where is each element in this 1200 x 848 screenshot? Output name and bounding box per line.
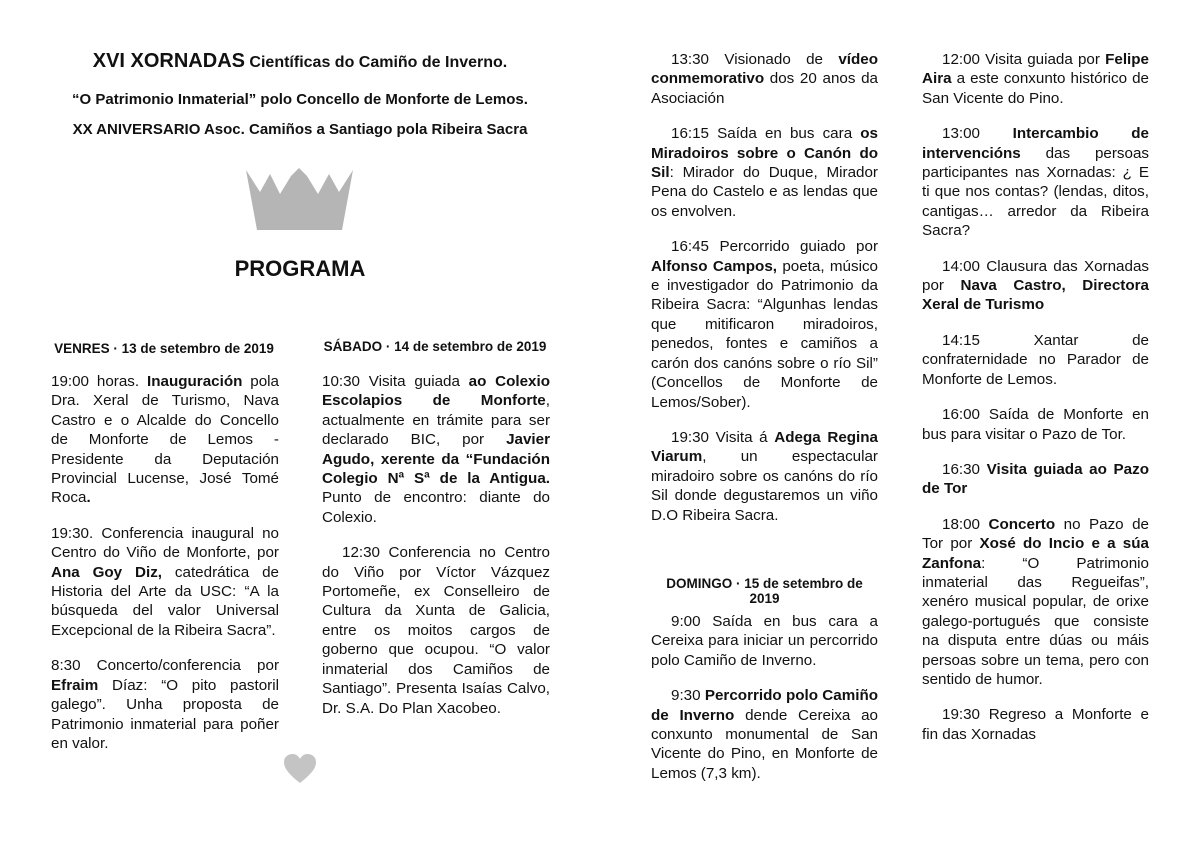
program-item: 12:00 Visita guiada por Felipe Aira a este conxunto histórico de San Vicente do Pino. — [922, 51, 1149, 107]
program-item: 19:00 horas. Inauguración pola Dra. Xeral de Turismo, Nava Castro e o Alcalde do Concello de Monforte de Lemos - Presidente da Deputación Provincial Lucense, José Tomé Roca. — [51, 373, 280, 507]
anniversary-line: XX ANIVERSARIO Asoc. Camiños a Santiago pola Ribeira Sacra — [72, 121, 528, 138]
program-item: 13:30 Visionado de vídeo conmemorativo dos 20 anos da Asociación — [651, 51, 878, 107]
crown-icon — [243, 168, 356, 230]
venres-heading: VENRES · 13 de setembro de 2019 — [54, 341, 274, 356]
domingo-heading: DOMINGO · 15 de setembro de 2019 — [666, 576, 863, 606]
sunday-continued-column — [922, 50, 1149, 760]
program-item: 16:45 Percorrido guiado por Alfonso Campos, poeta, músico e investigador do Patrimonio da Ribeira Sacra: “Algunhas lendas que mitificaron miradoiros, penedos, fontes e camiños a carón dos canóns sobre o río Sil” (Concellos de Monforte de Lemos/Sober). — [651, 238, 878, 411]
venres-column — [51, 372, 279, 769]
program-item: 19:30 Visita á Adega Regina Viarum, un espectacular miradoiro sobre os canóns do río Sil donde degustaremos un viño D.O Ribeira Sacra. — [651, 428, 878, 524]
program-item: 19:30 Regreso a Monforte e fin das Xornadas — [922, 706, 1149, 743]
program-item: 16:30 Visita guiada ao Pazo de Tor — [922, 460, 1149, 498]
event-subtitle: “O Patrimonio Inmaterial” polo Concello de Monforte de Lemos. — [72, 91, 528, 108]
program-item: 9:30 Percorrido polo Camiño de Inverno dende Cereixa ao conxunto monumental de San Vicente do Pino, en Monforte de Lemos (7,3 km). — [651, 687, 878, 782]
program-item: 14:00 Clausura das Xornadas por Nava Castro, Directora Xeral de Turismo — [922, 257, 1149, 314]
program-item: 13:00 Intercambio de intervencións das persoas participantes nas Xornadas: ¿ E ti que nos contas? (lendas, ditos, cantigas… arredor da Ribeira Sacra? — [922, 125, 1149, 240]
programa-heading: PROGRAMA — [234, 256, 366, 281]
program-item: 16:00 Saída de Monforte en bus para visitar o Pazo de Tor. — [922, 406, 1149, 443]
program-item: 18:00 Concerto no Pazo de Tor por Xosé do Incio e a súa Zanfona: “O Patrimonio inmaterial das Regueifas”, xenéro musical popular, de orixe galego-portugués que consiste na disputa entre dúas ou máis persoas sobre un tema, pero con sentido de humor. — [922, 515, 1149, 688]
program-item: 10:30 Visita guiada ao Colexio Escolapios de Monforte, actualmente en trámite para ser declarado BIC, por Javier Agudo, xerente da “Fundación Colegio Nª Sª de la Antigua. Punto de encontro: diante do Colexio. — [322, 373, 550, 526]
program-item: 14:15 Xantar de confraternidade no Parador de Monforte de Lemos. — [922, 331, 1149, 388]
program-item: 16:15 Saída en bus cara os Miradoiros sobre o Canón do Sil: Mirador do Duque, Mirador Pena do Castelo e as lendas que os envolven. — [651, 125, 878, 220]
program-item: 12:30 Conferencia no Centro do Viño por Víctor Vázquez Portomeñe, ex Conselleiro de Cultura da Xunta de Galicia, entre os moitos cargos de goberno que ocupou. “O valor inmaterial dos Camiños de Santiago”. Presenta Isaías Calvo, Dr. S.A. Do Plan Xacobeo. — [322, 544, 550, 717]
saturday-continued-column — [651, 50, 878, 541]
event-title: XVI XORNADAS Científicas do Camiño de Inverno. — [92, 50, 508, 72]
heart-icon — [284, 754, 316, 784]
program-item: 9:00 Saída en bus cara a Cereixa para iniciar un percorrido polo Camiño de Inverno. — [651, 613, 878, 669]
program-item: 19:30. Conferencia inaugural no Centro do Viño de Monforte, por Ana Goy Diz, catedrática de Historia del Arte da USC: “A la búsqueda del valor Universal Excepcional de la Ribeira Sacra”. — [51, 524, 280, 639]
sabado-heading: SÁBADO · 14 de setembro de 2019 — [323, 339, 547, 354]
sabado-column — [322, 372, 550, 734]
domingo-column — [651, 612, 878, 799]
program-item: 8:30 Concerto/conferencia por Efraim Díaz: “O pito pastoril galego”. Unha proposta de Patrimonio inmaterial para poñer en valor. — [51, 657, 279, 752]
